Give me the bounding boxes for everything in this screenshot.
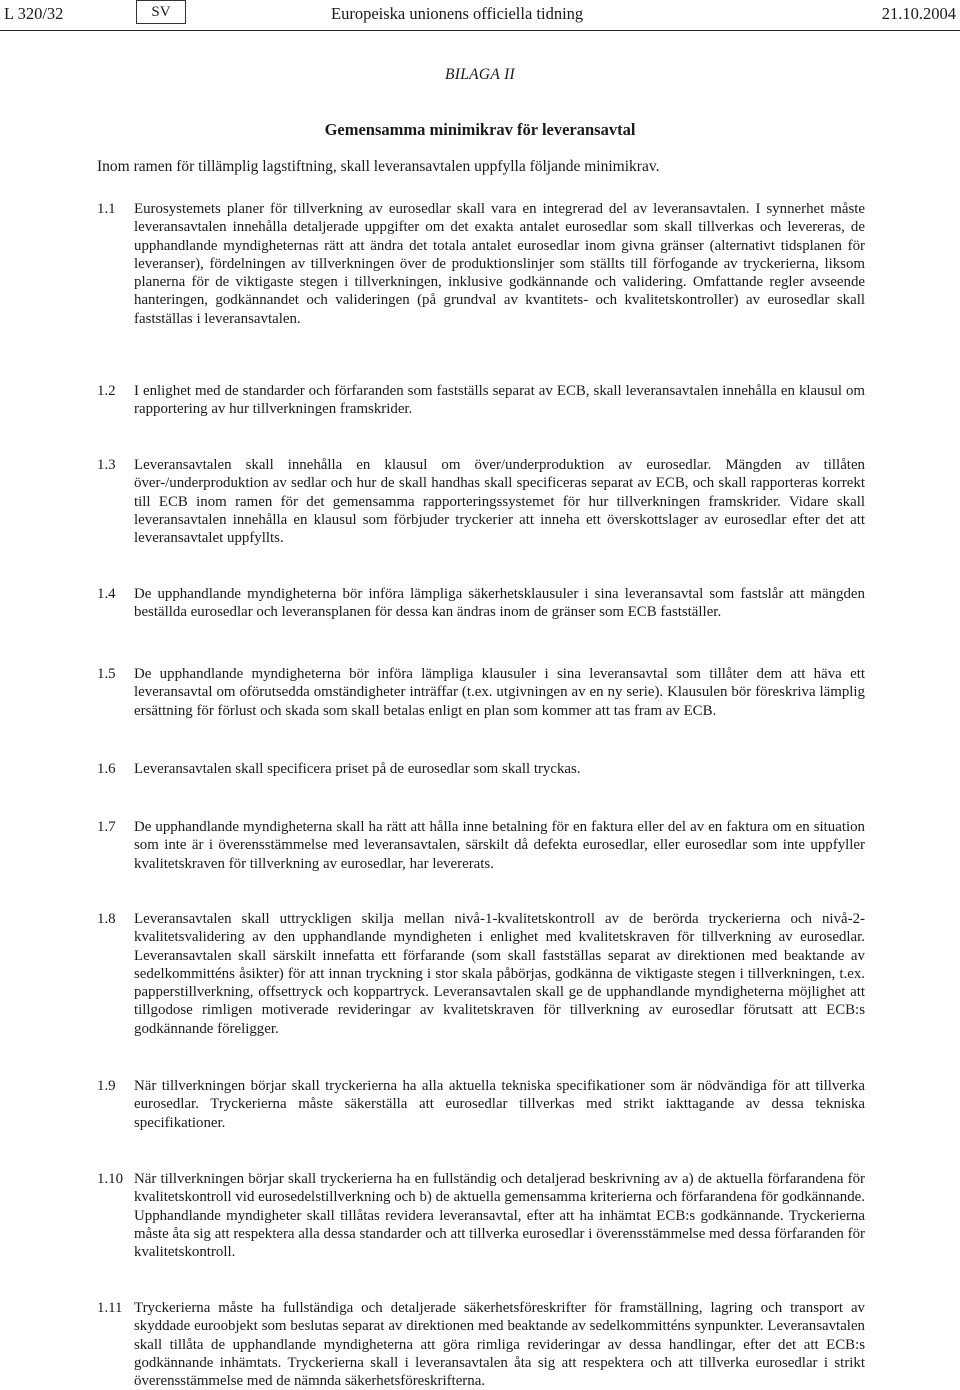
intro-paragraph: Inom ramen för tillämplig lagstiftning, skall leveransavtalen uppfylla följande minimikrav. [97, 158, 660, 175]
publication-date: 21.10.2004 [881, 4, 956, 23]
item-text: De upphandlande myndigheterna skall ha rätt att hålla inne betalning för en faktura eller del av en faktura om en situation som inte är i överensstämmelse med leveransavtalen, särskilt då defekta eurosedlar, eller eurosedlar som inte uppfyller kvalitetskraven för tillverkning av eurosedlar, har levererats. [134, 819, 865, 872]
page-reference: L 320/32 [4, 4, 64, 23]
item-number: 1.6 [97, 761, 116, 777]
item-text: Leveransavtalen skall innehålla en klausul om över/underproduktion av eurosedlar. Mängden av tillåten över-/underproduktion av sedlar och hur de skall handhas skall specificeras separat av ECB, och skall rapporteras korrekt till ECB inom ramen för det gemensamma rapporteringssystemet för hur tillverkningen framskrider. Vidare skall leveransavtalen innehålla en klausul som förbjuder tryckerier att inneha ett överskottslager av eurosedlar efter det att leveransavtalet uppfyllts. [134, 457, 865, 547]
item-number: 1.9 [97, 1078, 116, 1094]
annex-title: BILAGA II [445, 66, 515, 83]
item-number: 1.1 [97, 201, 116, 217]
item-number: 1.5 [97, 666, 116, 682]
item-number: 1.2 [97, 383, 116, 399]
item-number: 1.3 [97, 457, 116, 473]
item-text: Eurosystemets planer för tillverkning av eurosedlar skall vara en integrerad del av leveransavtalen. I synnerhet måste leveransavtalen innehålla detaljerade uppgifter om det exakta antalet eurosedlar som skall tillverkas och levereras, de upphandlande myndigheternas rätt att ändra det totala antalet eurosedlar inom givna gränser (alternativt tidsplanen för leveranser), fördelningen av tillverkningen över de produktionslinjer som ställts till förfogande av tryckerierna, liksom planerna för de viktigaste stegen i tillverkningen, inklusive godkännande och validering. Omfattande regler avseende hanteringen, godkännandet och valideringen (på grundval av kvantitets- och kvalitetskontroller) av eurosedlar skall fastställas i leveransavtalen. [134, 201, 865, 327]
item-number: 1.10 [97, 1171, 124, 1187]
section-title: Gemensamma minimikrav för leveransavtal [324, 120, 636, 139]
item-text: De upphandlande myndigheterna bör införa lämpliga säkerhetsklausuler i sina leveransavtal som fastslår att mängden beställda eurosedlar och leveransplanen för dessa kan ändras inom de gränser som ECB fastställer. [134, 586, 865, 621]
item-number: 1.4 [97, 586, 116, 602]
header-divider [0, 30, 960, 31]
page-header [0, 0, 960, 26]
item-text: När tillverkningen börjar skall tryckerierna ha alla aktuella tekniska specifikationer som är nödvändiga för att tillverka eurosedlar. Tryckerierna måste säkerställa att eurosedlar tillverkas med strikt iakttagande av dessa tekniska specifikationer. [134, 1078, 865, 1131]
item-text: Tryckerierna måste ha fullständiga och detaljerade säkerhetsföreskrifter för framställning, lagring och transport av skyddade euroobjekt som beslutas separat av direktionen med beaktande av sedelkommitténs synpunkter. Leveransavtalen skall tillåta de upphandlande myndigheterna att göra rimliga revideringar av dessa handlingar, efter det att ECB:s godkännande inhämtats. Tryckerierna skall i leveransavtalen åta sig att respektera och att tillverka eurosedlar i strikt överensstämmelse med de nämnda säkerhetsföreskrifterna. [134, 1300, 865, 1390]
item-text: I enlighet med de standarder och förfaranden som fastställs separat av ECB, skall leveransavtalen innehålla en klausul om rapportering av hur tillverkningen framskrider. [134, 383, 865, 418]
journal-title: Europeiska unionens officiella tidning [331, 4, 584, 23]
item-number: 1.7 [97, 819, 116, 835]
language-badge: SV [136, 0, 186, 24]
item-text: Leveransavtalen skall specificera priset på de eurosedlar som skall tryckas. [134, 761, 581, 777]
item-text: När tillverkningen börjar skall tryckerierna ha en fullständig och detaljerad beskrivning av a) de aktuella förfarandena för kvalitetskontroll vid eurosedelstillverkning och b) de aktuella gemensamma kriterierna och förfarandena för godkännande. Upphandlande myndigheter skall tillåtas revidera leveransavtal, efter att ha inhämtat ECB:s godkännande. Tryckerierna måste åta sig att respektera alla dessa standarder och att tillverka eurosedlar i överensstämmelse med dessa förfaranden för kvalitetskontroll. [134, 1171, 865, 1261]
item-number: 1.11 [97, 1300, 123, 1316]
item-text: De upphandlande myndigheterna bör införa lämpliga klausuler i sina leveransavtal som tillåter dem att häva ett leveransavtal om oförutsedda omständigheter inträffar (t.ex. utgivningen av en ny serie). Klausulen bör föreskriva lämplig ersättning för förlust och skada som skall betalas enligt en plan som kommer att tas fram av ECB. [134, 666, 865, 719]
item-text: Leveransavtalen skall uttryckligen skilja mellan nivå-1-kvalitetskontroll av de berörda tryckerierna och nivå-2-kvalitetsvalidering av den upphandlande myndigheten i enlighet med kvalitetskraven för tillverkning av eurosedlar. Leveransavtalen skall särskilt innefatta ett förfarande (som skall fastställas separat av direktionen med beaktande av sedelkommitténs åsikter) för att innan tryckning i stor skala påbörjas, godkänna de viktigaste stegen i tillverkningen, t.ex. papperstillverkning, offsettryck och koppartryck. Leveransavtalen skall ge de upphandlande myndigheterna möjlighet att tillgodose rimligen motiverade revideringar av kvalitetskraven för tillverkning av eurosedlar förutsatt att ECB:s godkännande föreligger. [134, 911, 865, 1037]
item-number: 1.8 [97, 911, 116, 927]
